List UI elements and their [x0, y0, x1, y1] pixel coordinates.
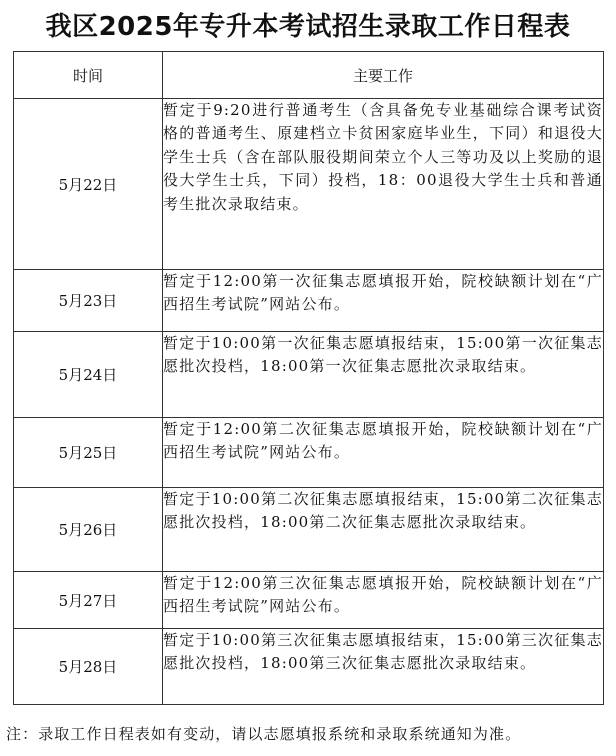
date-cell: 5月28日	[14, 629, 163, 705]
date-cell: 5月24日	[14, 332, 163, 418]
work-cell: 暂定于12:00第三次征集志愿填报开始，院校缺额计划在“广西招生考试院”网站公布。	[163, 572, 604, 629]
work-cell: 暂定于10:00第三次征集志愿填报结束，15:00第三次征集志愿批次投档，18:00第三次征集志愿批次录取结束。	[163, 629, 604, 705]
work-cell: 暂定于9:20进行普通考生（含具备免专业基础综合课考试资格的普通考生、原建档立卡贫困家庭毕业生，下同）和退役大学生士兵（含在部队服役期间荣立个人三等功及以上奖励的退役大学生士兵，下同）投档，18：00退役大学生士兵和普通考生批次录取结束。	[163, 99, 604, 270]
work-cell: 暂定于12:00第二次征集志愿填报开始，院校缺额计划在“广西招生考试院”网站公布。	[163, 418, 604, 488]
table-row	[14, 629, 604, 705]
date-cell: 5月25日	[14, 418, 163, 488]
date-cell: 5月26日	[14, 488, 163, 572]
date-cell: 5月22日	[14, 99, 163, 270]
table-row	[14, 99, 604, 270]
table-row	[14, 270, 604, 332]
table-row	[14, 572, 604, 629]
page-title: 我区2025年专升本考试招生录取工作日程表	[45, 12, 571, 42]
column-header-time: 时间	[14, 52, 163, 99]
table-row	[14, 418, 604, 488]
footnote: 注：录取工作日程表如有变动，请以志愿填报系统和录取系统通知为准。	[6, 725, 522, 743]
table-row	[14, 488, 604, 572]
schedule-table	[13, 51, 604, 705]
table-header-row	[14, 52, 604, 99]
date-cell: 5月27日	[14, 572, 163, 629]
table-row	[14, 332, 604, 418]
work-cell: 暂定于10:00第一次征集志愿填报结束，15:00第一次征集志愿批次投档，18:00第一次征集志愿批次录取结束。	[163, 332, 604, 418]
column-header-work: 主要工作	[163, 52, 604, 99]
work-cell: 暂定于12:00第一次征集志愿填报开始，院校缺额计划在“广西招生考试院”网站公布。	[163, 270, 604, 332]
date-cell: 5月23日	[14, 270, 163, 332]
work-cell: 暂定于10:00第二次征集志愿填报结束，15:00第二次征集志愿批次投档，18:00第二次征集志愿批次录取结束。	[163, 488, 604, 572]
